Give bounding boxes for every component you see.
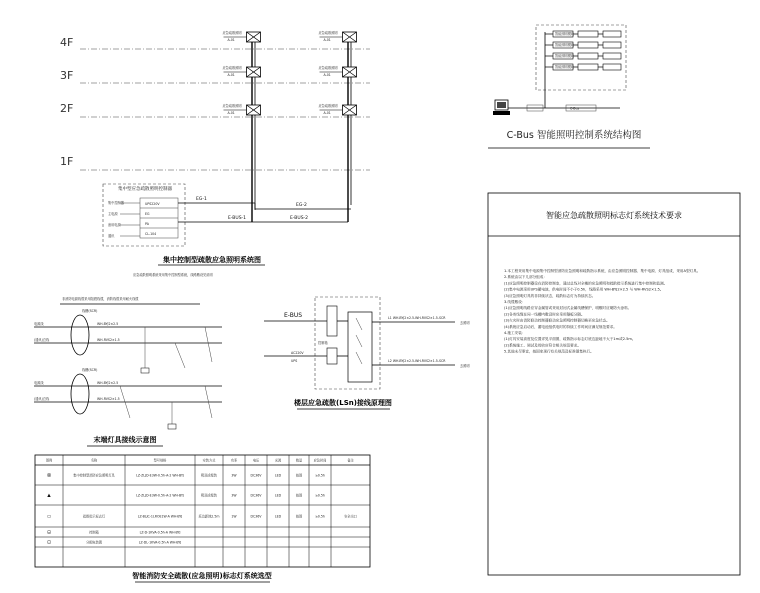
bus-ebus2: E-BUS-2 bbox=[290, 216, 309, 221]
main-diagram-subtitle: 应急疏散照明系统采用集中控制型系统，线路敷设见说明 bbox=[133, 273, 213, 277]
table-cell: LZ-ZLJD-E3W-0.5h-A-2 WH-BYJ bbox=[136, 473, 184, 478]
table-cell: DC36V bbox=[250, 514, 262, 519]
row-left-4: (通讯)总线 bbox=[34, 397, 50, 401]
node-sub: A-01 bbox=[323, 73, 331, 77]
riser-node bbox=[319, 30, 357, 42]
floor-label-1f: 1F bbox=[60, 155, 74, 168]
table-cell: 按图 bbox=[295, 493, 303, 498]
table-header-cell: 备注 bbox=[347, 458, 354, 463]
dist-out-1: L1 WH-BYJ2×2.5-WH-RVS2×1.5-SCR bbox=[388, 316, 446, 320]
riser-node bbox=[223, 30, 261, 42]
dist-title: 楼层应急疏散(LSn)接线原理图 bbox=[294, 399, 392, 407]
table-cell: ▲ bbox=[47, 493, 51, 499]
dist-left-label: 控制箱 bbox=[318, 341, 328, 345]
bus-lines bbox=[178, 196, 351, 222]
cbus-bus-label: C-Bus bbox=[570, 106, 580, 111]
table-cell: ≥0.5h bbox=[315, 493, 325, 498]
riser-right bbox=[348, 32, 351, 222]
table-cell: 1W bbox=[231, 514, 237, 519]
node-label: 应急疏散照明 bbox=[222, 66, 242, 70]
table-cell: 吸顶或壁装 bbox=[201, 493, 217, 498]
table-cell: 按图 bbox=[295, 514, 303, 519]
node-sub: A-01 bbox=[227, 38, 235, 42]
spec-paragraph: (2)系统施工、调试及验收应符合相关规范要求。 bbox=[504, 343, 581, 348]
spec-title: 智能应急疏散照明标志灯系统技术要求 bbox=[546, 211, 682, 220]
node-sub: A-01 bbox=[323, 38, 331, 42]
row-mid-1: WH-BYJ2×2.5 bbox=[97, 322, 119, 326]
cbus-diagram bbox=[488, 25, 650, 148]
wiring-title: 末端灯具接线示意图 bbox=[93, 436, 157, 444]
dist-dest-1: 去照明 bbox=[460, 321, 470, 325]
table-cell: 按图 bbox=[295, 473, 303, 478]
spec-paragraph: (1)灯具安装高度及位置详见平面图，疏散指示标志灯底边距地不大于1m或2.5m。 bbox=[504, 337, 636, 342]
table-cell: LZ-D-1KVA-0.5h-A WH-BYJ bbox=[139, 530, 181, 535]
computer-icon bbox=[493, 100, 510, 115]
row-mid-3: WH-BYJ2×2.5 bbox=[97, 381, 119, 385]
node-sub: A-01 bbox=[227, 111, 235, 115]
node-label: 应急疏散照明 bbox=[318, 104, 338, 108]
table-cell: LED bbox=[274, 514, 282, 519]
table-cell: ⊡ bbox=[47, 540, 51, 546]
dist-ebus: E-BUS bbox=[284, 312, 303, 319]
table-cell: LZ-ZLJD-E3W-0.5h-A-2 WH-BYJ bbox=[136, 493, 184, 498]
dist-dest-2: 去照明 bbox=[460, 364, 470, 368]
spec-paragraphs bbox=[504, 268, 700, 354]
cabinet-box-3: PA bbox=[145, 222, 149, 226]
cbus-module bbox=[545, 31, 621, 37]
row-left-1: 电源线 bbox=[34, 322, 44, 326]
spec-paragraph: (2)集中电源采用UPS蓄电池，供电时间不小于0.5h，线路采用 WH-BYJ2×2.5 与 WH-RVS2×1.5。 bbox=[504, 287, 664, 292]
node-sub: A-01 bbox=[227, 73, 235, 77]
cbus-title: C-Bus 智能照明控制系统结构图 bbox=[506, 130, 642, 141]
bus-eg1: EG-1 bbox=[196, 197, 207, 202]
row-left-2: (通讯)总线 bbox=[34, 338, 50, 342]
cabinet-row-3: 备用电源 bbox=[108, 223, 121, 227]
ring-label-2: 线槽(SCR) bbox=[82, 368, 98, 372]
dist-out-2: L2 WH-BYJ2×2.5-WH-RVS2×1.5-SCR bbox=[388, 359, 446, 363]
row-mid-2: WH-RVS2×1.5 bbox=[97, 338, 120, 342]
table-cell: 吸顶或壁装 bbox=[201, 473, 217, 478]
table-header-cell: 应急时间 bbox=[313, 458, 327, 463]
table-cell: ⊟ bbox=[47, 530, 51, 536]
distribution-box bbox=[264, 297, 470, 409]
cabinet-box-4: CL-104 bbox=[145, 232, 157, 236]
table-header-cell: 功率 bbox=[230, 458, 238, 463]
spec-paragraph: 5.其他未尽事宜，按国家现行有关规范及标准图集执行。 bbox=[504, 349, 594, 354]
spec-paragraph: 1.本工程采用集中电源集中控制型消防应急照明和疏散指示系统，由应急照明控制器、集中电源、灯具组成，采用A型灯具。 bbox=[504, 269, 701, 273]
table-title: 智能消防安全疏散(应急照明)标志灯系统选型 bbox=[132, 572, 272, 580]
spec-paragraph: (3)火灾时由消防联动控制器联动应急照明控制器切换至应急状态。 bbox=[504, 318, 610, 323]
table-cell: LED bbox=[274, 493, 282, 498]
cabinet-row-4: 通讯 bbox=[108, 234, 115, 238]
table-cell: 集中控制型消防应急照明灯具 bbox=[73, 473, 115, 478]
cabinet-box-2: EG bbox=[145, 212, 150, 216]
table-header-cell: 电压 bbox=[252, 458, 260, 463]
row-left-3: 电源线 bbox=[34, 381, 44, 385]
cbus-module bbox=[545, 53, 621, 59]
spec-paragraph: (4)系统应急启动后，蓄电池组供电时的持续工作时间应满足规范要求。 bbox=[504, 324, 617, 329]
table-cell: LZ-DL-1KVA-0.5h-A WH-BYJ bbox=[138, 540, 182, 545]
cabinet-box-1: UPS220V bbox=[145, 202, 160, 206]
spec-paragraph: (1)应急照明控制器设在消防控制室，通过总线对全楼的应急照明和疏散指示系统进行集中控制和监测。 bbox=[504, 281, 668, 286]
table-cell: DC36V bbox=[250, 473, 262, 478]
spec-paragraph: (3)应急照明灯具的非持续状态，疏散标志灯为持续状态。 bbox=[504, 293, 596, 298]
spec-paragraph: 4.施工安装： bbox=[504, 331, 526, 335]
dist-ac-in: AC220V bbox=[291, 351, 304, 355]
table-cell: DC36V bbox=[250, 493, 262, 498]
bus-ebus1: E-BUS-1 bbox=[228, 216, 247, 221]
table-cell: 分配电装置 bbox=[86, 540, 102, 545]
cbus-module bbox=[545, 64, 621, 70]
cbus-module bbox=[545, 42, 621, 48]
table-cell: 安全出口 bbox=[344, 514, 357, 519]
table-cell: LED bbox=[274, 473, 282, 478]
node-label: 应急疏散照明 bbox=[318, 66, 338, 70]
dist-ac-sub: UPS bbox=[291, 359, 298, 363]
floor-label-2f: 2F bbox=[60, 102, 74, 115]
table-cell: ≥0.5h bbox=[315, 473, 325, 478]
spec-paragraph: (2)各类线缆在同一线槽内敷设时应采用隔板分隔。 bbox=[504, 312, 585, 317]
table-cell: 3W bbox=[231, 493, 237, 498]
spec-paragraph: (1)应急照明线路应穿金属管或采用封闭式金属线槽保护，明敷时应刷防火涂料。 bbox=[504, 306, 632, 311]
riser-node bbox=[223, 103, 261, 115]
riser-node bbox=[319, 103, 357, 115]
node-label: 应急疏散照明 bbox=[318, 31, 338, 35]
riser-node bbox=[223, 65, 261, 77]
riser-node bbox=[319, 65, 357, 77]
node-label: 应急疏散照明 bbox=[222, 104, 242, 108]
row-mid-4: WH-RVS2×1.5 bbox=[97, 397, 120, 401]
selection-table bbox=[35, 455, 370, 567]
spec-panel bbox=[488, 193, 740, 575]
node-sub: A-01 bbox=[323, 111, 331, 115]
table-cell: 底边距地2.5m bbox=[198, 514, 220, 519]
ring-label-1: 线槽(SCR) bbox=[82, 309, 98, 313]
spec-paragraph: 3.线缆敷设： bbox=[504, 300, 526, 304]
table-cell: 控制箱 bbox=[89, 530, 99, 535]
cabinet-row-1: 集中控制器 bbox=[108, 201, 124, 205]
cbus-module-label: 智能照明模块 bbox=[555, 43, 575, 48]
wiring-top-note: 非消防电源线缆采用阻燃线缆，消防线缆采用耐火线缆 bbox=[62, 297, 139, 301]
cabinet-title: 集中型应急疏散照明控制器 bbox=[118, 187, 172, 192]
floor-lines bbox=[60, 36, 370, 170]
table-cell: ▭ bbox=[46, 514, 52, 520]
table-cell: ⊠ bbox=[47, 473, 51, 479]
riser-left bbox=[252, 32, 255, 222]
table-header-cell: 安装方式 bbox=[202, 458, 216, 463]
main-diagram-title: 集中控制型疏散应急照明系统图 bbox=[163, 256, 261, 264]
bus-eg2: EG-2 bbox=[296, 203, 307, 208]
wiring-diagram bbox=[34, 296, 222, 446]
floor-label-4f: 4F bbox=[60, 36, 74, 49]
table-cell: LZ-BLJC-1LROE1W-A WH-BYJ bbox=[137, 514, 183, 519]
table-header-cell: 图例 bbox=[45, 458, 53, 463]
table-header-cell: 光源 bbox=[274, 458, 282, 463]
controller-cabinet bbox=[103, 184, 185, 246]
cbus-module-label: 智能照明模块 bbox=[555, 54, 575, 59]
cbus-module-label: 智能照明模块 bbox=[555, 32, 575, 37]
cbus-modules bbox=[545, 31, 621, 70]
table-cell: 3W bbox=[231, 473, 237, 478]
cbus-module-label: 智能照明模块 bbox=[555, 65, 575, 70]
spec-paragraph: 2.系统由以下几部分组成： bbox=[504, 275, 547, 280]
riser-nodes bbox=[223, 30, 357, 115]
floor-label-3f: 3F bbox=[60, 69, 74, 82]
table-header-cell: 数量 bbox=[295, 458, 303, 463]
table-header-cell: 名称 bbox=[90, 458, 98, 463]
table-header-cell: 型号规格 bbox=[153, 458, 167, 463]
table-cell: 疏散指示标志灯 bbox=[82, 514, 106, 519]
cabinet-row-2: 主电源 bbox=[108, 212, 118, 216]
node-label: 应急疏散照明 bbox=[222, 31, 242, 35]
table-cell: ≥0.5h bbox=[315, 514, 325, 519]
